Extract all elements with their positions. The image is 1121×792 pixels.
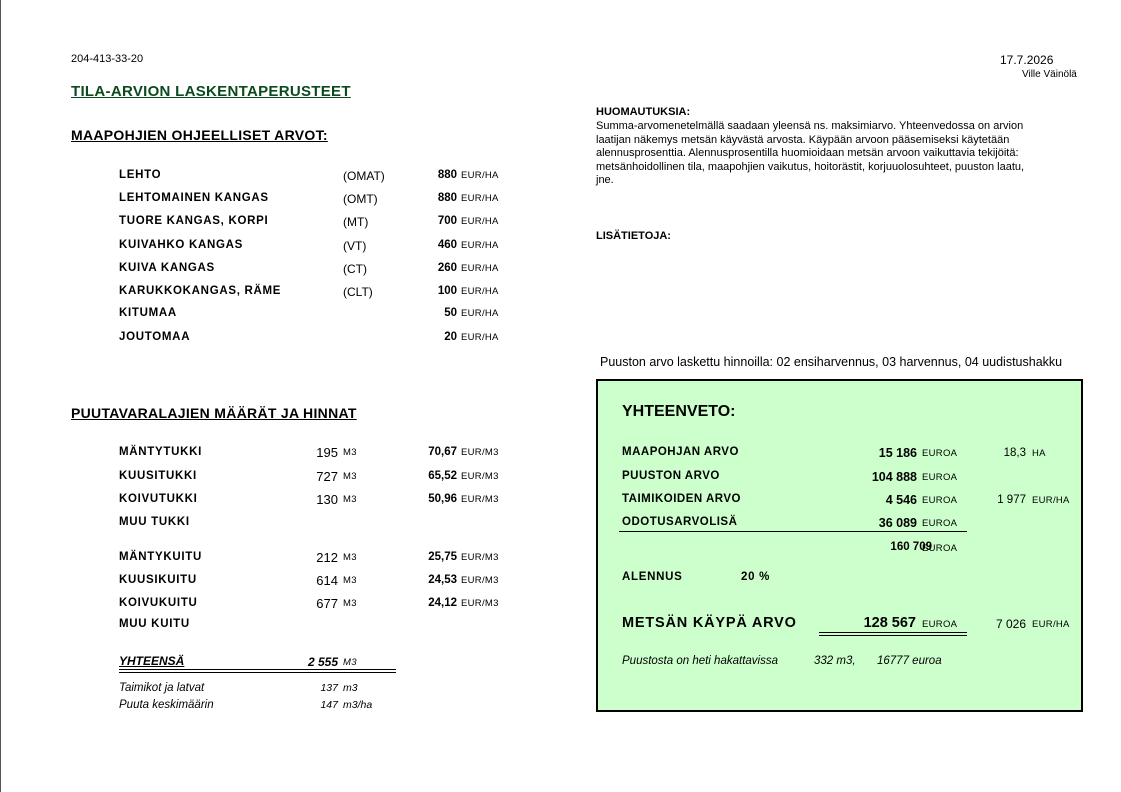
timber-row-quantity-unit: M3	[343, 575, 357, 586]
timber-row-quantity: 130	[316, 492, 338, 507]
land-type-value: 880	[437, 169, 457, 181]
timber-extra-value: 147	[320, 699, 338, 711]
land-type-unit: EUR/HA	[461, 216, 499, 227]
timber-heading: PUUTAVARALAJIEN MÄÄRÄT JA HINNAT	[71, 405, 357, 421]
summary-row-value: 15 186	[878, 446, 917, 460]
timber-row-price-unit: EUR/M3	[461, 552, 499, 563]
timber-total-value: 2 555	[307, 655, 338, 669]
document-date: 17.7.2026	[1000, 53, 1054, 67]
timber-row-price: 25,75	[428, 551, 457, 563]
timber-row-name: KUUSITUKKI	[119, 470, 197, 482]
land-type-unit: EUR/HA	[461, 332, 499, 343]
land-type-value: 50	[444, 307, 457, 319]
timber-total-label: YHTEENSÄ	[119, 654, 185, 668]
land-type-unit: EUR/HA	[461, 286, 499, 297]
timber-row-price-unit: EUR/M3	[461, 471, 499, 482]
summary-row-side-unit: HA	[1032, 448, 1046, 459]
timber-total-rule-2	[119, 672, 396, 673]
summary-subtotal-rule	[619, 531, 967, 532]
extra-info-heading: LISÄTIETOJA:	[596, 230, 671, 242]
land-type-code: (OMAT)	[343, 169, 385, 183]
timber-row-quantity-unit: M3	[343, 552, 357, 563]
summary-row-label: TAIMIKOIDEN ARVO	[622, 493, 741, 505]
document-id: 204-413-33-20	[71, 53, 144, 65]
notes-line: Summa-arvomenetelmällä saadaan yleensä ns. maksimiarvo. Yhteenvedossa on arvion	[596, 120, 1024, 132]
timber-total-rule-1	[119, 669, 396, 670]
summary-row-side-unit: EUR/HA	[1032, 495, 1070, 506]
summary-row-value: 36 089	[878, 516, 917, 530]
harvest-footnote-value: 16777 euroa	[877, 655, 942, 667]
timber-row-quantity: 677	[316, 596, 338, 611]
land-type-code: (CLT)	[343, 285, 373, 299]
final-side-unit: EUR/HA	[1032, 619, 1070, 630]
land-type-value: 20	[444, 331, 457, 343]
timber-extra-unit: m3/ha	[343, 699, 373, 711]
timber-row-price: 24,53	[428, 574, 457, 586]
pricing-note: Puuston arvo laskettu hinnoilla: 02 ensiharvennus, 03 harvennus, 04 uudistushakku	[600, 355, 1063, 369]
notes-line: jne.	[596, 174, 614, 187]
land-type-unit: EUR/HA	[461, 240, 499, 251]
land-type-name: TUORE KANGAS, KORPI	[119, 215, 269, 227]
timber-row-price-unit: EUR/M3	[461, 575, 499, 586]
timber-row-name: MUU KUITU	[119, 618, 190, 630]
land-type-value: 100	[437, 285, 457, 297]
land-type-code: (MT)	[343, 215, 369, 229]
notes-line: alennusprosenttia. Alennusprosentilla huomioidaan metsän arvoon vaikuttavia tekijöitä:	[596, 147, 1019, 160]
timber-total-unit: M3	[343, 657, 357, 668]
summary-row-unit: EUROA	[922, 472, 958, 483]
final-value: 128 567	[863, 615, 916, 631]
timber-row-name: KUUSIKUITU	[119, 574, 197, 586]
summary-row-label: ODOTUSARVOLISÄ	[622, 516, 738, 528]
summary-row-unit: EUROA	[922, 518, 958, 529]
timber-extra-value: 137	[320, 682, 338, 694]
final-side-value: 7 026	[995, 617, 1026, 631]
harvest-footnote-text: Puustosta on heti hakattavissa	[622, 655, 778, 667]
land-type-unit: EUR/HA	[461, 263, 499, 274]
timber-extra-label: Taimikot ja latvat	[119, 682, 205, 694]
timber-extra-unit: m3	[343, 682, 358, 694]
final-value-label: METSÄN KÄYPÄ ARVO	[622, 615, 797, 631]
land-type-code: (CT)	[343, 262, 367, 276]
timber-row-price-unit: EUR/M3	[461, 494, 499, 505]
timber-row-price: 50,96	[428, 493, 457, 505]
timber-row-quantity-unit: M3	[343, 598, 357, 609]
timber-row-price-unit: EUR/M3	[461, 598, 499, 609]
timber-row-quantity: 727	[316, 469, 338, 484]
timber-row-quantity-unit: M3	[343, 471, 357, 482]
notes-line: laatijan näkemys metsän käyvästä arvosta. Käypään arvoon pääsemiseksi käytetään	[596, 133, 1010, 146]
land-type-unit: EUR/HA	[461, 170, 499, 181]
notes-line: metsänhoidollinen tila, maapohjien vaikutus, hoitorästit, korjuuolosuhteet, puuston laatu,	[596, 160, 1025, 173]
land-type-code: (OMT)	[343, 192, 378, 206]
land-type-unit: EUR/HA	[461, 193, 499, 204]
main-title: TILA-ARVION LASKENTAPERUSTEET	[71, 83, 351, 100]
final-rule-1	[819, 632, 967, 633]
land-type-value: 700	[437, 215, 457, 227]
land-type-value: 460	[437, 239, 457, 251]
timber-row-name: KOIVUKUITU	[119, 597, 198, 609]
land-type-value: 880	[437, 192, 457, 204]
land-type-name: KITUMAA	[119, 307, 177, 319]
summary-row-side-value: 1 977	[997, 494, 1026, 506]
final-rule-2	[819, 635, 967, 636]
timber-row-name: MÄNTYKUITU	[119, 551, 203, 563]
timber-row-price: 24,12	[428, 597, 457, 609]
discount-label: ALENNUS	[622, 571, 683, 583]
timber-row-quantity: 212	[316, 550, 338, 565]
land-type-name: KUIVA KANGAS	[119, 262, 215, 274]
timber-row-quantity: 195	[316, 445, 338, 460]
timber-row-price: 65,52	[428, 470, 457, 482]
timber-row-quantity: 614	[316, 573, 338, 588]
timber-extra-label: Puuta keskimäärin	[119, 699, 214, 711]
land-type-value: 260	[437, 262, 457, 274]
land-type-name: LEHTO	[119, 169, 162, 181]
land-type-name: JOUTOMAA	[119, 331, 191, 343]
timber-row-name: MÄNTYTUKKI	[119, 446, 203, 458]
land-type-name: KARUKKOKANGAS, RÄME	[119, 285, 282, 297]
harvest-footnote-volume: 332 m3,	[814, 655, 856, 667]
summary-row-value: 4 546	[885, 493, 917, 507]
timber-row-name: MUU TUKKI	[119, 516, 190, 528]
land-type-name: KUIVAHKO KANGAS	[119, 239, 244, 251]
land-values-heading: MAAPOHJIEN OHJEELLISET ARVOT:	[71, 127, 328, 143]
summary-row-value: 104 888	[871, 470, 917, 484]
timber-row-price: 70,67	[428, 446, 457, 458]
final-value-unit: EUROA	[922, 619, 958, 630]
timber-row-price-unit: EUR/M3	[461, 447, 499, 458]
author-name: Ville Väinölä	[1022, 69, 1077, 80]
summary-row-unit: EUROA	[922, 495, 958, 506]
summary-subtotal-unit: EUROA	[922, 543, 958, 554]
summary-row-side-value: 18,3	[1003, 447, 1026, 459]
summary-row-label: PUUSTON ARVO	[622, 470, 720, 482]
land-type-code: (VT)	[343, 239, 367, 253]
discount-value: 20 %	[741, 571, 771, 583]
summary-subtotal-value: 160 709	[890, 541, 932, 553]
timber-row-name: KOIVUTUKKI	[119, 493, 198, 505]
summary-row-unit: EUROA	[922, 448, 958, 459]
summary-title: YHTEENVETO:	[622, 403, 736, 420]
land-type-unit: EUR/HA	[461, 308, 499, 319]
summary-row-label: MAAPOHJAN ARVO	[622, 446, 739, 458]
timber-row-quantity-unit: M3	[343, 447, 357, 458]
page-left-border	[0, 0, 1, 792]
notes-heading: HUOMAUTUKSIA:	[596, 106, 691, 118]
timber-row-quantity-unit: M3	[343, 494, 357, 505]
land-type-name: LEHTOMAINEN KANGAS	[119, 192, 269, 204]
